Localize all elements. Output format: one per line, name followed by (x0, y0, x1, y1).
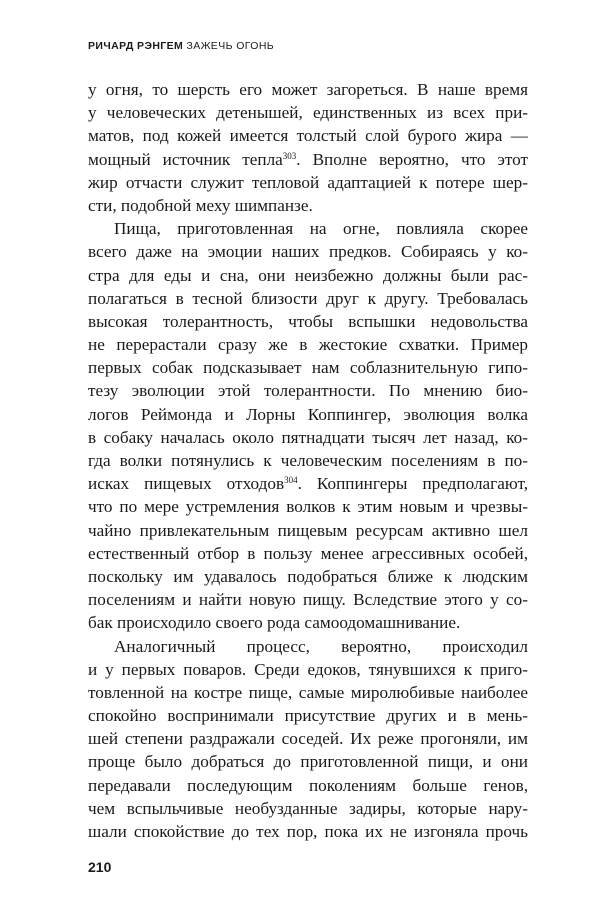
text-fragment: исках пищевых отходов (88, 474, 285, 494)
text-line: бак происходило своего рода самоодомашнивание. (88, 613, 461, 633)
text-line: шей степени раздражали соседей. Их реже прогоняли, им (88, 729, 528, 749)
text-line: что по мере устремления волков к этим новым и чрезвы- (88, 497, 528, 517)
running-head (88, 40, 274, 52)
text-fragment: . Вполне вероятно, что этот (296, 149, 528, 169)
text-line: полагаться в тесной близости друг к другу. Требовалась (88, 288, 528, 308)
text-line: естественный отбор в пользу менее агрессивных особей, (88, 543, 528, 563)
text-line: проще было добраться до приготовленной пищи, и они (88, 752, 528, 772)
text-line: Пища, приготовленная на огне, повлияла скорее (114, 219, 528, 239)
text-line: не перерастали сразу же в жестокие схватки. Пример (88, 335, 528, 355)
text-line: у человеческих детенышей, единственных из всех при- (88, 103, 528, 123)
running-head-title: ЗАЖЕЧЬ ОГОНЬ (186, 40, 275, 52)
text-line: Аналогичный процесс, вероятно, происходил (114, 636, 528, 656)
page-number: 210 (88, 859, 112, 875)
text-line: первых собак подсказывает нам соблазнительную гипо- (88, 358, 528, 378)
running-head-author: РИЧАРД РЭНГЕМ (88, 40, 184, 52)
text-line: передавали последующим поколениям больше генов, (88, 775, 528, 795)
body-text (88, 78, 528, 843)
text-line: шали спокойствие до тех пор, пока их не изгоняла прочь (88, 822, 528, 841)
footnote-ref-304: 304 (284, 475, 298, 486)
footnote-ref-303: 303 (282, 150, 297, 161)
text-line: матов, под кожей имеется толстый слой бурого жира — (88, 126, 528, 146)
text-line: чем вспыльчивые необузданные задиры, которые нару- (88, 798, 528, 818)
text-line: поскольку им удавалось подобраться ближе к людским (88, 566, 528, 586)
text-line: спокойно воспринимали присутствие других и в мень- (88, 706, 528, 726)
text-line: тезу эволюции этой толерантности. По мнению био- (88, 381, 528, 401)
text-line: гда волки потянулись к человеческим поселениям в по- (88, 451, 528, 470)
text-fragment: мощный источник тепла (88, 149, 283, 169)
text-line: всего даже на эмоции наших предков. Собираясь у ко- (88, 242, 528, 262)
text-line (88, 472, 528, 495)
text-line: логов Реймонда и Лорны Коппингер, эволюция волка (88, 404, 528, 424)
text-line: в собаку началась около пятнадцати тысяч лет назад, ко- (88, 427, 528, 447)
text-line: жир отчасти служит тепловой адаптацией к потере шер- (88, 172, 528, 192)
text-fragment: . Коппингеры предполагают, (297, 474, 528, 494)
text-line: чайно привлекательным пищевым ресурсам активно шел (88, 520, 528, 540)
text-line: высокая толерантность, чтобы вспышки недовольства (88, 311, 528, 331)
text-line: товленной на костре пище, самые миролюбивые наиболее (88, 682, 528, 702)
text-line: сти, подобной меху шимпанзе. (88, 195, 313, 215)
text-line: у огня, то шерсть его может загореться. В наше время (88, 80, 528, 99)
text-line: и у первых поваров. Среди едоков, тянувшихся к приго- (88, 659, 528, 679)
text-line: стра для еды и сна, они неизбежно должны были рас- (88, 265, 528, 285)
text-line: поселениям и найти новую пищу. Вследствие этого у со- (88, 590, 528, 610)
text-line (88, 148, 528, 171)
